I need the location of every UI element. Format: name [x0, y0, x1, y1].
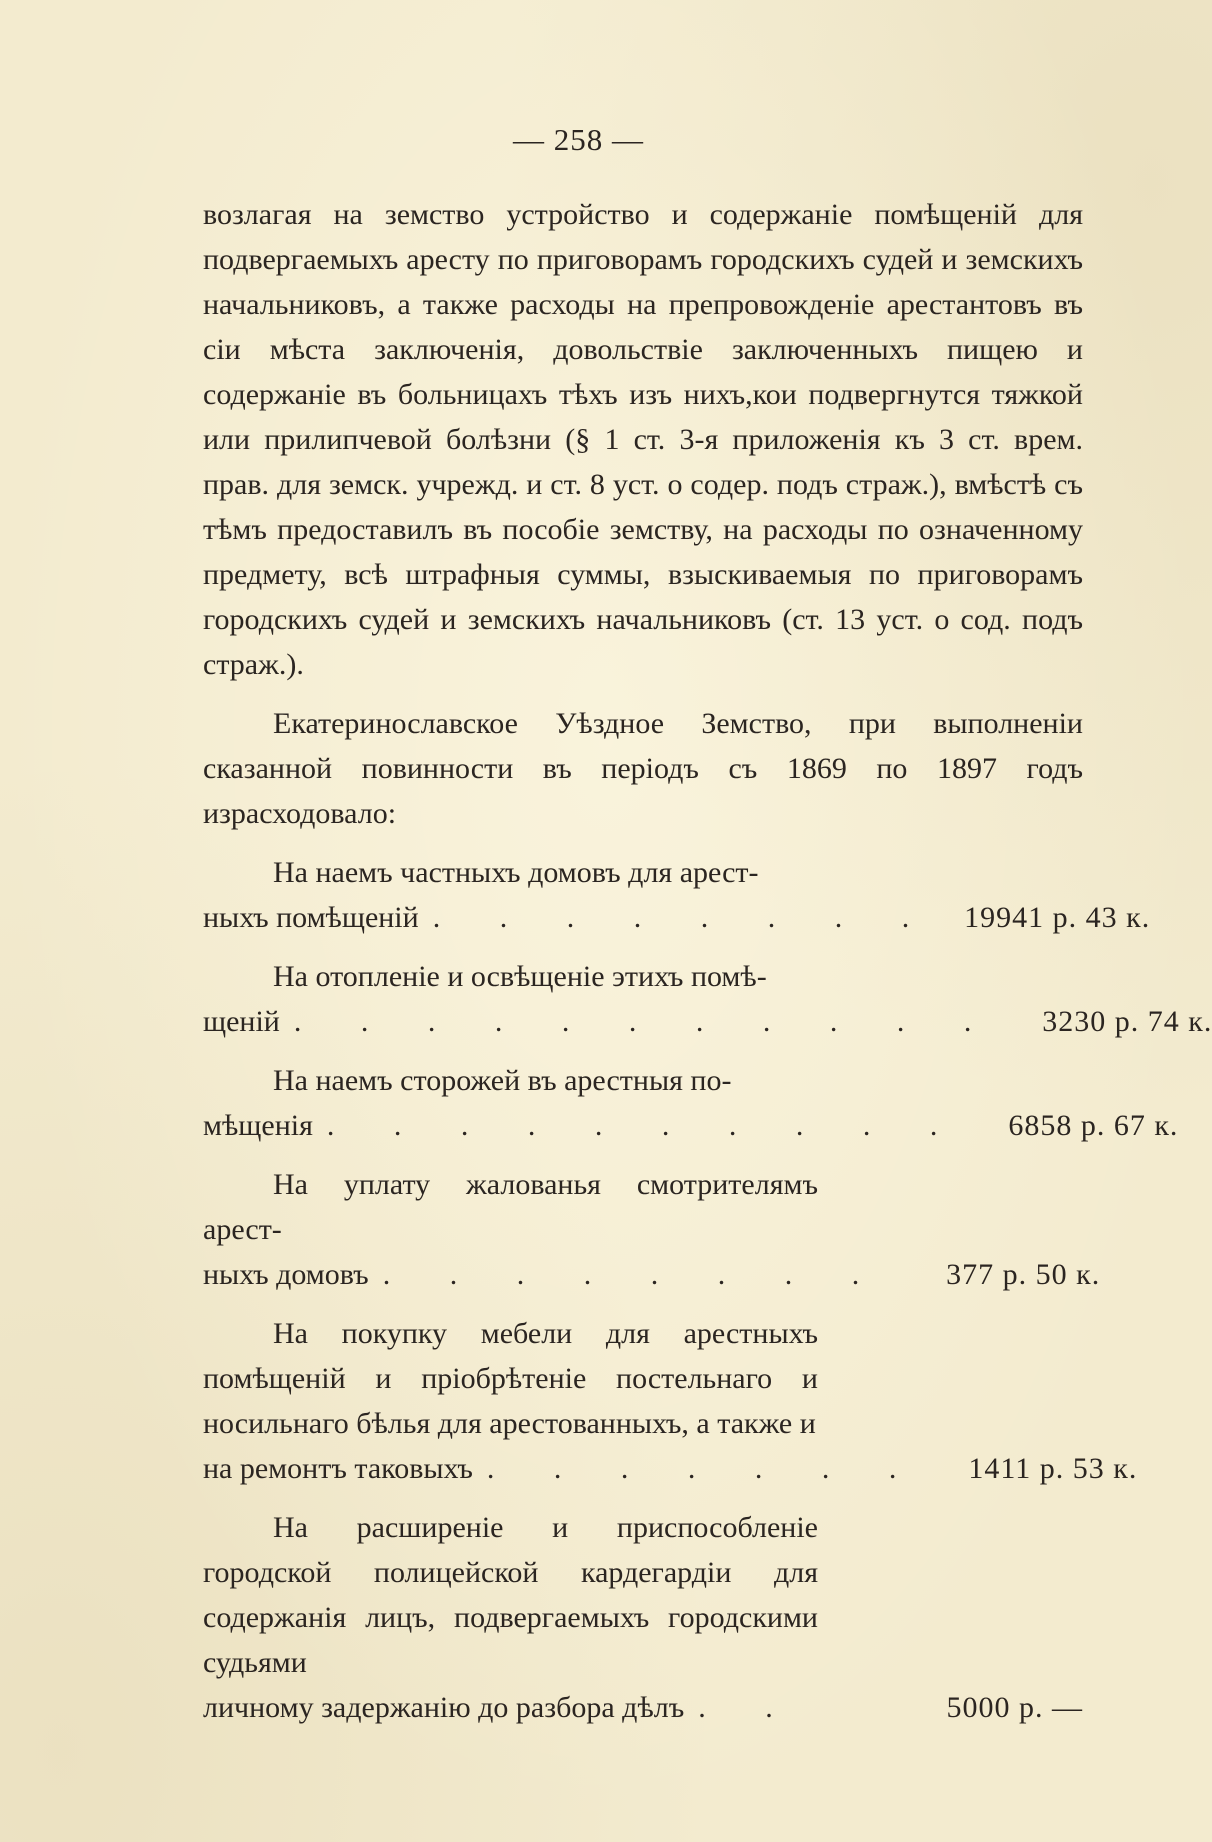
expense-entry: [203, 1311, 1138, 1491]
expense-description: На расширеніе и приспособленіе городской полицейской кардегардіи для содержанія лицъ, подвергаемыхъ городскими судьями: [203, 1511, 818, 1679]
leader-dots: . .: [698, 1691, 799, 1724]
expense-amount: 377 р. 50 к.: [946, 1258, 1101, 1291]
expense-entry: [203, 1162, 1101, 1297]
expense-amount: 6858 р. 67 к.: [1008, 1109, 1179, 1142]
paragraph-1: возлагая на земство устройство и содержаніе помѣщеній для подвергаемыхъ аресту по приговорамъ городскихъ судей и земскихъ начальниковъ, а также расходы на препровожденіе арестантовъ въ сіи мѣста заключенія, довольствіе заключенныхъ пищею и содержаніе въ больницахъ тѣхъ изъ нихъ,кои подвергнутся тяжкой или прилипчевой болѣзни (§ 1 ст. 3-я приложенія къ 3 ст. врем. прав. для земск. учрежд. и ст. 8 уст. о содер. подъ страж.), вмѣстѣ съ тѣмъ предоставилъ въ пособіе земству, на расходы по означенному предмету, всѣ штрафныя суммы, взыскиваемыя по приговорамъ городскихъ судей и земскихъ начальниковъ (ст. 13 уст. о сод. подъ страж.).: [203, 198, 1083, 681]
expense-description: На покупку мебели для арестныхъ помѣщеній и пріобрѣтеніе постельнаго и носильнаго бѣлья для арестованныхъ, а также и: [203, 1317, 818, 1440]
expense-line: [203, 1685, 1083, 1730]
expense-description-end: ныхъ домовъ: [203, 1258, 369, 1291]
expense-line: [203, 1446, 1138, 1491]
expense-line: [203, 895, 1151, 940]
expense-line: [203, 1103, 1179, 1148]
expense-description: На отопленіе и освѣщеніе этихъ помѣ-: [273, 960, 767, 993]
expense-description-end: на ремонтъ таковыхъ: [203, 1452, 473, 1485]
expense-entry: [203, 1058, 1179, 1148]
expense-entry: [203, 954, 1212, 1044]
expense-description: На наемъ частныхъ домовъ для арест-: [273, 856, 759, 889]
leader-dots: . . . . . . .: [486, 1452, 923, 1485]
expense-amount: 3230 р. 74 к.: [1042, 1005, 1212, 1038]
leader-dots: . . . . . . . . . . .: [293, 1005, 998, 1038]
leader-dots: . . . . . . . .: [382, 1258, 886, 1291]
expense-amount: 1411 р. 53 к.: [968, 1452, 1138, 1485]
expense-description-end: ныхъ помѣщеній: [203, 901, 419, 934]
expense-description: На уплату жалованья смотрителямъ арест-: [203, 1168, 818, 1246]
expense-line: [203, 1252, 1101, 1297]
expense-description-end: личному задержанію до разбора дѣлъ: [203, 1691, 685, 1724]
leader-dots: . . . . . . . . . .: [326, 1109, 964, 1142]
expense-entry: [203, 850, 1151, 940]
leader-dots: . . . . . . . .: [432, 901, 936, 934]
expense-entry: [203, 1505, 1083, 1730]
expense-list: [203, 850, 1212, 1730]
expense-amount: 19941 р. 43 к.: [964, 901, 1151, 934]
expense-amount: 5000 р. —: [946, 1691, 1083, 1724]
text-block: [203, 192, 1212, 1744]
expense-line: [203, 999, 1212, 1044]
expense-description-end: щеній: [203, 1005, 280, 1038]
page-number: — 258 —: [513, 122, 644, 157]
expense-description-end: мѣщенія: [203, 1109, 313, 1142]
expense-description: На наемъ сторожей въ арестныя по-: [273, 1064, 732, 1097]
paragraph-2: Екатеринославское Уѣздное Земство, при выполненіи сказанной повинности въ періодъ съ 1869 по 1897 годъ израсходовало:: [203, 707, 1083, 830]
